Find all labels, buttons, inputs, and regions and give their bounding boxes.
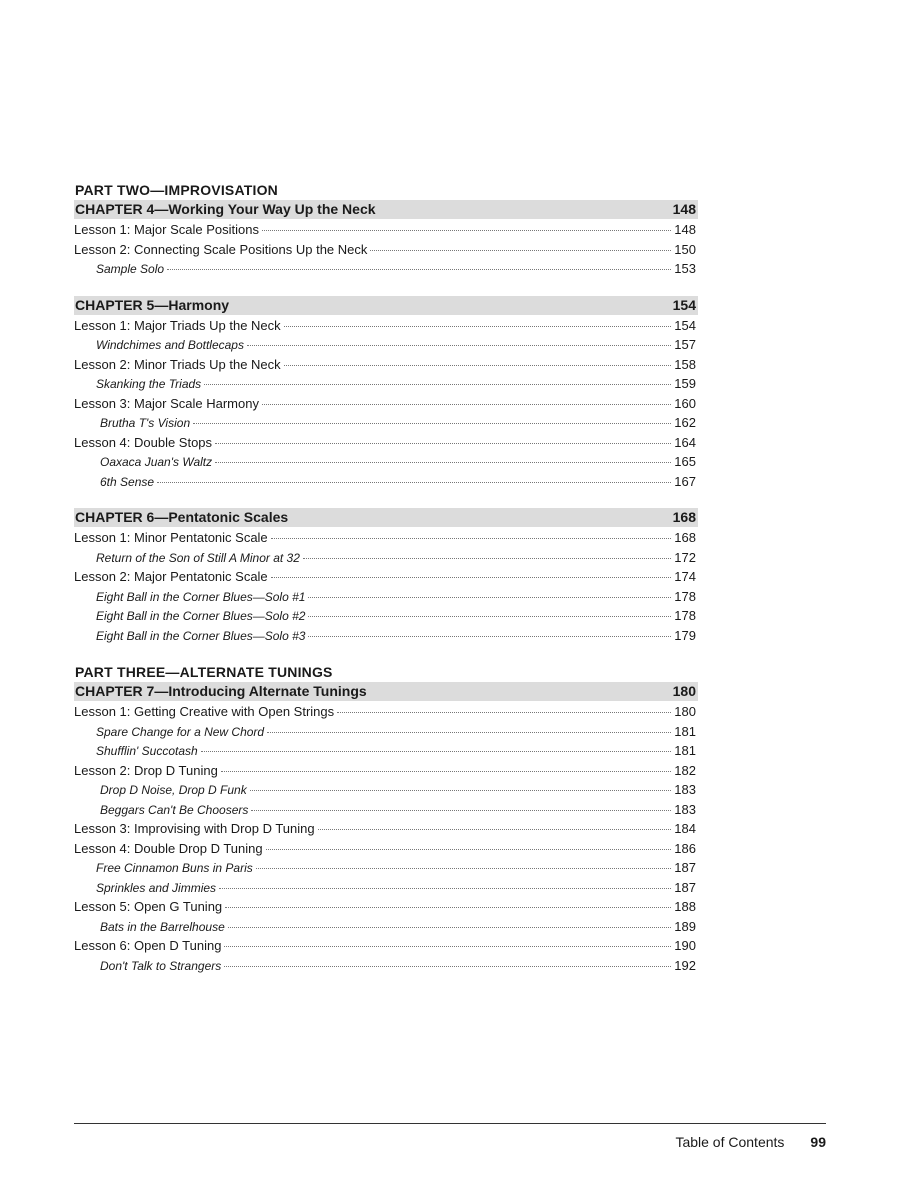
entry-title: Lesson 1: Getting Creative with Open Strings [74, 704, 335, 719]
song-entry[interactable] [74, 878, 698, 898]
section-spacer [74, 279, 698, 296]
section-spacer [74, 645, 698, 662]
entry-page: 158 [674, 356, 696, 372]
entry-title: Lesson 1: Major Triads Up the Neck [74, 317, 281, 333]
entry-page: 165 [674, 454, 696, 469]
entry-page: 172 [674, 549, 696, 565]
entry-title: Don't Talk to Strangers [100, 958, 222, 973]
dot-leader [271, 538, 672, 539]
song-entry[interactable] [74, 413, 698, 433]
lesson-entry[interactable] [74, 839, 698, 859]
chapter-page: 148 [672, 201, 696, 217]
dot-leader [224, 966, 671, 967]
entry-title: Sprinkles and Jimmies [96, 880, 217, 895]
entry-title: Lesson 3: Major Scale Harmony [74, 395, 259, 411]
entry-title: Drop D Noise, Drop D Funk [100, 783, 247, 797]
entry-page: 153 [674, 261, 696, 276]
dot-leader [267, 732, 671, 733]
entry-page: 150 [674, 241, 696, 257]
chapter-title: CHAPTER 7—Introducing Alternate Tunings [75, 683, 367, 699]
dot-leader [284, 326, 672, 327]
song-entry[interactable] [74, 452, 698, 472]
entry-title: Lesson 2: Major Pentatonic Scale [74, 569, 268, 584]
dot-leader [219, 888, 671, 889]
dot-leader [193, 423, 671, 424]
chapter-page: 180 [672, 683, 696, 699]
song-entry[interactable] [74, 741, 698, 761]
entry-page: 184 [674, 821, 696, 836]
dot-leader [262, 404, 671, 405]
chapter-page: 168 [672, 509, 696, 525]
dot-leader [370, 250, 671, 251]
entry-title: Brutha T's Vision [100, 416, 191, 430]
dot-leader [204, 384, 671, 385]
dot-leader [308, 616, 671, 617]
entry-title: Lesson 5: Open G Tuning [74, 899, 223, 914]
lesson-entry[interactable] [74, 355, 698, 375]
entry-title: Bats in the Barrelhouse [100, 919, 225, 934]
entry-page: 180 [674, 704, 696, 719]
dot-leader [308, 636, 671, 637]
chapter-heading[interactable] [74, 200, 698, 219]
lesson-entry[interactable] [74, 819, 698, 839]
entry-page: 159 [674, 376, 696, 391]
dot-leader [215, 462, 671, 463]
entry-title: Spare Change for a New Chord [96, 724, 265, 739]
lesson-entry[interactable] [74, 220, 698, 240]
table-of-contents [74, 180, 698, 975]
entry-page: 190 [674, 938, 696, 953]
entry-page: 183 [674, 801, 696, 817]
dot-leader [250, 790, 672, 791]
dot-leader [157, 482, 671, 483]
entry-title: 6th Sense [100, 474, 155, 489]
entry-title: Oaxaca Juan's Waltz [100, 455, 213, 469]
dot-leader [251, 810, 671, 811]
lesson-entry[interactable] [74, 316, 698, 336]
song-entry[interactable] [74, 722, 698, 742]
dot-leader [215, 443, 671, 444]
dot-leader [247, 345, 671, 346]
song-entry[interactable] [74, 800, 698, 820]
dot-leader [225, 907, 671, 908]
page-footer [600, 1134, 826, 1150]
dot-leader [337, 712, 671, 713]
chapter-title: CHAPTER 4—Working Your Way Up the Neck [75, 201, 376, 217]
page-number: 99 [810, 1134, 826, 1150]
entry-title: Eight Ball in the Corner Blues—Solo #2 [96, 609, 306, 623]
entry-title: Lesson 1: Minor Pentatonic Scale [74, 530, 268, 545]
entry-page: 178 [674, 588, 696, 604]
song-entry[interactable] [74, 259, 698, 279]
song-entry[interactable] [74, 472, 698, 492]
entry-page: 182 [674, 762, 696, 778]
chapter-title: CHAPTER 5—Harmony [75, 296, 230, 313]
entry-title: Free Cinnamon Buns in Paris [96, 861, 253, 875]
lesson-entry[interactable] [74, 528, 698, 548]
song-entry[interactable] [74, 374, 698, 394]
entry-title: Lesson 6: Open D Tuning [74, 938, 222, 953]
chapter-page: 154 [672, 296, 696, 313]
entry-page: 189 [674, 918, 696, 934]
dot-leader [167, 269, 671, 270]
entry-title: Sample Solo [96, 262, 165, 276]
dot-leader [266, 849, 672, 850]
entry-page: 162 [674, 415, 696, 430]
entry-title: Beggars Can't Be Choosers [100, 802, 249, 817]
entry-page: 187 [674, 860, 696, 875]
entry-title: Lesson 2: Connecting Scale Positions Up the Neck [74, 241, 368, 257]
entry-page: 157 [674, 337, 696, 352]
entry-page: 164 [674, 434, 696, 450]
lesson-entry[interactable] [74, 240, 698, 260]
entry-page: 160 [674, 395, 696, 411]
song-entry[interactable] [74, 626, 698, 646]
dot-leader [221, 771, 671, 772]
entry-title: Windchimes and Bottlecaps [96, 338, 244, 352]
entry-page: 187 [674, 879, 696, 895]
entry-page: 183 [674, 782, 696, 797]
section-spacer [74, 491, 698, 508]
entry-title: Skanking the Triads [96, 377, 202, 391]
chapter-heading[interactable] [74, 508, 698, 527]
dot-leader [224, 946, 671, 947]
part-heading: PART TWO—IMPROVISATION [75, 182, 278, 198]
entry-page: 188 [674, 899, 696, 914]
chapter-title: CHAPTER 6—Pentatonic Scales [75, 509, 289, 525]
entry-title: Lesson 2: Drop D Tuning [74, 762, 218, 778]
entry-page: 192 [674, 957, 696, 973]
dot-leader [303, 558, 671, 559]
lesson-entry[interactable] [74, 433, 698, 453]
entry-title: Eight Ball in the Corner Blues—Solo #3 [96, 628, 306, 643]
dot-leader [271, 577, 672, 578]
song-entry[interactable] [74, 858, 698, 878]
entry-page: 148 [674, 222, 696, 237]
entry-page: 154 [674, 317, 696, 333]
entry-title: Lesson 3: Improvising with Drop D Tuning [74, 821, 315, 836]
dot-leader [318, 829, 672, 830]
song-entry[interactable] [74, 917, 698, 937]
dot-leader [284, 365, 672, 366]
entry-title: Lesson 2: Minor Triads Up the Neck [74, 356, 281, 372]
entry-page: 186 [674, 840, 696, 856]
dot-leader [201, 751, 672, 752]
entry-page: 168 [674, 530, 696, 545]
entry-page: 167 [674, 473, 696, 489]
dot-leader [262, 230, 671, 231]
lesson-entry[interactable] [74, 761, 698, 781]
song-entry[interactable] [74, 606, 698, 626]
entry-page: 179 [674, 627, 696, 643]
entry-title: Lesson 1: Major Scale Positions [74, 222, 259, 237]
dot-leader [228, 927, 672, 928]
entry-page: 174 [674, 569, 696, 584]
chapter-heading[interactable] [74, 296, 698, 315]
song-entry[interactable] [74, 548, 698, 568]
song-entry[interactable] [74, 335, 698, 355]
footer-label: Table of Contents [675, 1134, 785, 1150]
lesson-entry[interactable] [74, 702, 698, 722]
song-entry[interactable] [74, 587, 698, 607]
dot-leader [308, 597, 671, 598]
lesson-entry[interactable] [74, 936, 698, 956]
chapter-heading[interactable] [74, 682, 698, 701]
lesson-entry[interactable] [74, 394, 698, 414]
entry-title: Lesson 4: Double Drop D Tuning [74, 840, 263, 856]
lesson-entry[interactable] [74, 897, 698, 917]
song-entry[interactable] [74, 956, 698, 976]
dot-leader [256, 868, 672, 869]
entry-page: 178 [674, 608, 696, 623]
entry-page: 181 [674, 743, 696, 758]
part-heading: PART THREE—ALTERNATE TUNINGS [75, 664, 333, 680]
lesson-entry[interactable] [74, 567, 698, 587]
entry-title: Return of the Son of Still A Minor at 32 [96, 550, 300, 565]
footer-divider [74, 1123, 826, 1124]
entry-title: Lesson 4: Double Stops [74, 434, 213, 450]
entry-page: 181 [674, 723, 696, 739]
entry-title: Shufflin' Succotash [96, 744, 198, 758]
entry-title: Eight Ball in the Corner Blues—Solo #1 [96, 589, 306, 604]
song-entry[interactable] [74, 780, 698, 800]
